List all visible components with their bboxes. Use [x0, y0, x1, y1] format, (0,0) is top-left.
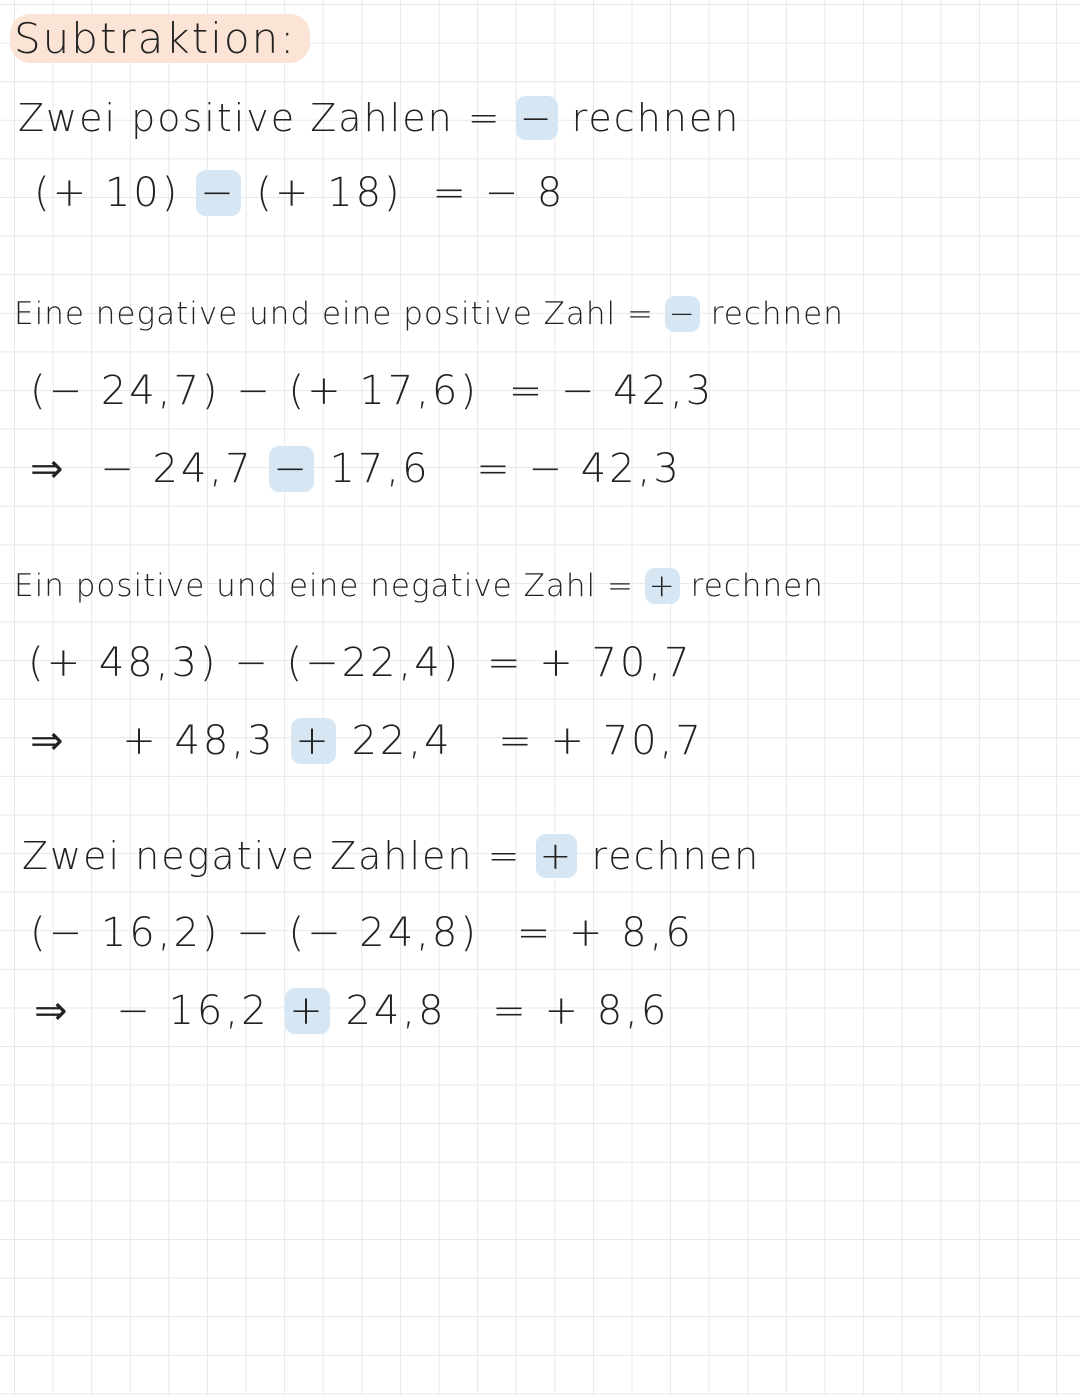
- rewrite-two-negative: [34, 988, 669, 1034]
- result: = + 70,7: [498, 718, 704, 764]
- rule-suffix: rechnen: [690, 568, 824, 604]
- rule-two-negative: [22, 834, 760, 878]
- operand-right: (+ 18): [256, 170, 403, 216]
- operator: −: [234, 640, 271, 686]
- result: = + 8,6: [516, 910, 694, 956]
- rule-text: Eine negative und eine positive Zahl =: [14, 296, 654, 332]
- operator: +: [291, 718, 336, 764]
- result: = − 42,3: [508, 368, 715, 414]
- result: = − 8: [432, 170, 566, 216]
- rule-text: Zwei positive Zahlen =: [18, 96, 502, 140]
- operand-left: − 24,7: [100, 446, 254, 492]
- operand-right: 22,4: [351, 718, 453, 764]
- rewrite-negative-positive: [30, 446, 682, 492]
- operand-left: − 16,2: [116, 988, 270, 1034]
- rule-suffix: rechnen: [571, 96, 741, 140]
- operand-left: (− 16,2): [30, 910, 221, 956]
- page-title: [14, 14, 310, 63]
- example-positive-negative: [28, 640, 693, 686]
- rule-operator: −: [516, 96, 558, 140]
- arrow-icon: ⇒: [30, 446, 67, 492]
- rule-two-positive: [18, 96, 740, 140]
- arrow-icon: ⇒: [30, 718, 67, 764]
- operand-right: (+ 17,6): [288, 368, 479, 414]
- title-text: Subtraktion:: [14, 14, 297, 63]
- rule-positive-negative: [14, 568, 824, 604]
- operator: −: [196, 170, 241, 216]
- rule-text: Zwei negative Zahlen =: [22, 834, 522, 878]
- rule-negative-positive: [14, 296, 844, 332]
- example-two-negative: [30, 910, 694, 956]
- operand-right: 24,8: [345, 988, 447, 1034]
- rule-operator: −: [665, 296, 700, 332]
- result: = + 70,7: [486, 640, 693, 686]
- operand-right: 17,6: [329, 446, 431, 492]
- rule-suffix: rechnen: [591, 834, 761, 878]
- rule-operator: +: [645, 568, 680, 604]
- operand-left: (− 24,7): [30, 368, 221, 414]
- rule-operator: +: [536, 834, 578, 878]
- title-highlight: [10, 14, 310, 63]
- rule-suffix: rechnen: [710, 296, 844, 332]
- operand-left: (+ 10): [34, 170, 181, 216]
- operator: −: [236, 910, 273, 956]
- operator: +: [285, 988, 330, 1034]
- operand-right: (− 24,8): [288, 910, 479, 956]
- result: = + 8,6: [492, 988, 670, 1034]
- operand-right: (−22,4): [286, 640, 462, 686]
- example-two-positive: [34, 170, 565, 216]
- arrow-icon: ⇒: [34, 988, 71, 1034]
- rule-text: Ein positive und eine negative Zahl =: [14, 568, 634, 604]
- result: = − 42,3: [476, 446, 682, 492]
- operand-left: + 48,3: [122, 718, 276, 764]
- example-negative-positive: [30, 368, 714, 414]
- rewrite-positive-negative: [30, 718, 704, 764]
- operator: −: [269, 446, 314, 492]
- operator: −: [236, 368, 273, 414]
- operand-left: (+ 48,3): [28, 640, 219, 686]
